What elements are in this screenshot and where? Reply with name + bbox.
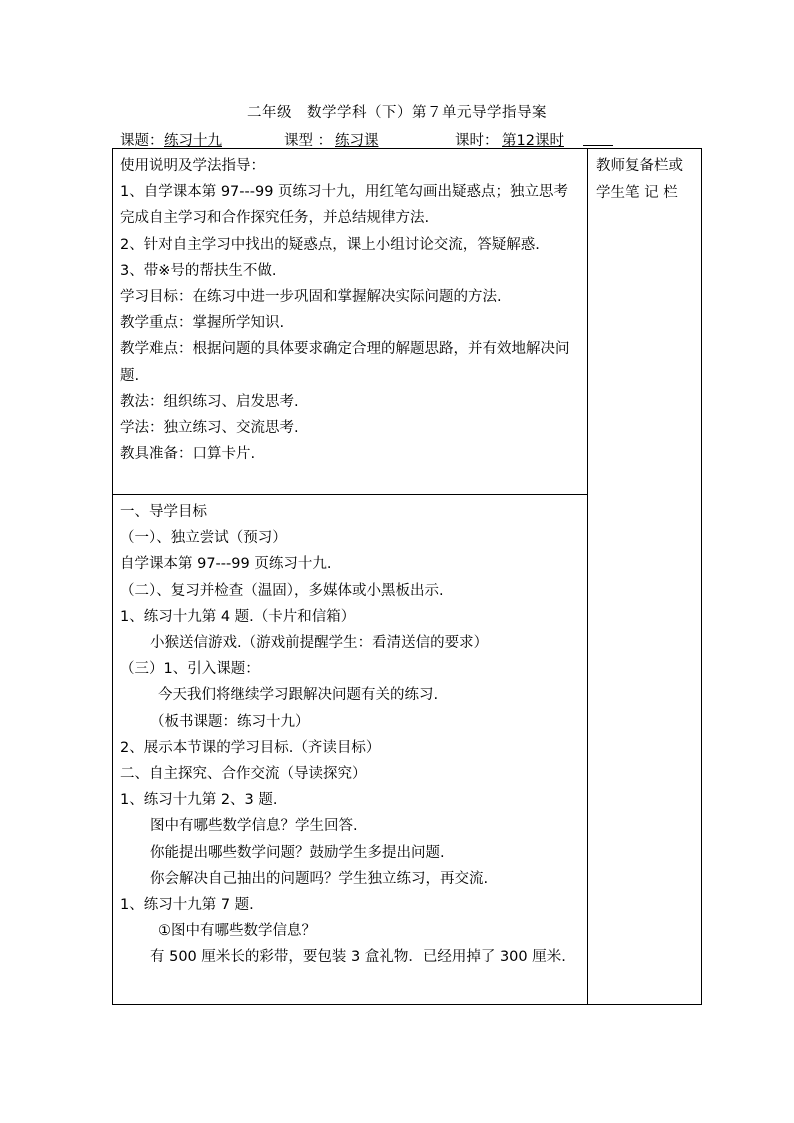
activity-line: 你会解决自己抽出的问题吗？学生独立练习，再交流.: [150, 870, 489, 887]
teaching-method: 教法：组织练习、启发思考.: [120, 393, 299, 410]
instruction-item-1: 1、自学课本第 97---99 页练习十九，用红笔勾画出疑惑点；独立思考完成自主学习和合作探究任务，并总结规律方法.: [120, 184, 569, 227]
step-independent-try: （一）、独立尝试（预习）: [120, 530, 287, 547]
type-label: 课型 ：: [284, 133, 333, 149]
section-heading-guide-goals: 一、导学目标: [120, 504, 207, 520]
activity-line: 小猴送信游戏.（游戏前提醒学生：看清送信的要求）: [150, 635, 489, 652]
activity-line: （板书课题：练习十九）: [150, 713, 310, 730]
notes-column-title-line2: 学生笔 记 栏: [596, 185, 678, 201]
period-label: 课时：: [455, 133, 499, 149]
activity-line: 有 500 厘米长的彩带，要包装 3 盒礼物．已经用掉了 300 厘米.: [150, 949, 566, 966]
activity-line: 今天我们将继续学习跟解决问题有关的练习.: [158, 687, 439, 704]
exercise-item: 1、练习十九第 7 题.: [120, 897, 254, 914]
exercise-item: 1、练习十九第 4 题.（卡片和信箱）: [120, 608, 356, 625]
topic-label: 课题：: [120, 133, 164, 149]
step-review-check: （二）、复习并检查（温固），多媒体或小黑板出示.: [120, 582, 444, 599]
page-title: 二年级 数学学科（下）第７单元导学指导案: [247, 105, 547, 121]
section-heading-explore: 二、自主探究、合作交流（导读探究）: [120, 766, 367, 783]
notes-column-title-line1: 教师复备栏或: [596, 158, 683, 174]
step-introduce-topic: （三）1、引入课题：: [120, 661, 260, 678]
instructions-heading: 使用说明及学法指导：: [120, 158, 265, 174]
activity-line: 图中有哪些数学信息？学生回答.: [150, 818, 358, 835]
learning-method: 学法：独立练习、交流思考.: [120, 420, 299, 437]
step-show-objectives: 2、展示本节课的学习目标.（齐读目标）: [120, 739, 381, 756]
step-self-study: 自学课本第 97---99 页练习十九.: [120, 556, 332, 573]
instructions-row: [113, 149, 702, 495]
topic-value: 练习十九: [164, 133, 222, 149]
teaching-difficulty: 教学难点：根据问题的具体要求确定合理的解题思路，并有效地解决问题.: [120, 341, 570, 384]
lesson-plan-table: [112, 148, 702, 1005]
notes-column: [588, 149, 702, 1005]
activity-line: 你能提出哪些数学问题？鼓励学生多提出问题.: [150, 844, 445, 861]
teaching-aids: 教具准备：口算卡片.: [120, 446, 256, 463]
instruction-item-3: 3、带※号的帮扶生不做.: [120, 262, 277, 279]
process-cell: [113, 495, 588, 1005]
learning-objective: 学习目标：在练习中进一步巩固和掌握解决实际问题的方法.: [120, 289, 502, 306]
exercise-item: 1、练习十九第 2、3 题.: [120, 792, 278, 809]
activity-line: ①图中有哪些数学信息？: [158, 923, 316, 940]
instructions-cell: [113, 149, 588, 495]
type-value: 练习课: [335, 133, 379, 149]
period-value: 第12课时: [502, 133, 564, 149]
instruction-item-2: 2、针对自主学习中找出的疑惑点，课上小组讨论交流，答疑解惑.: [120, 236, 540, 253]
teaching-focus: 教学重点：掌握所学知识.: [120, 315, 285, 332]
